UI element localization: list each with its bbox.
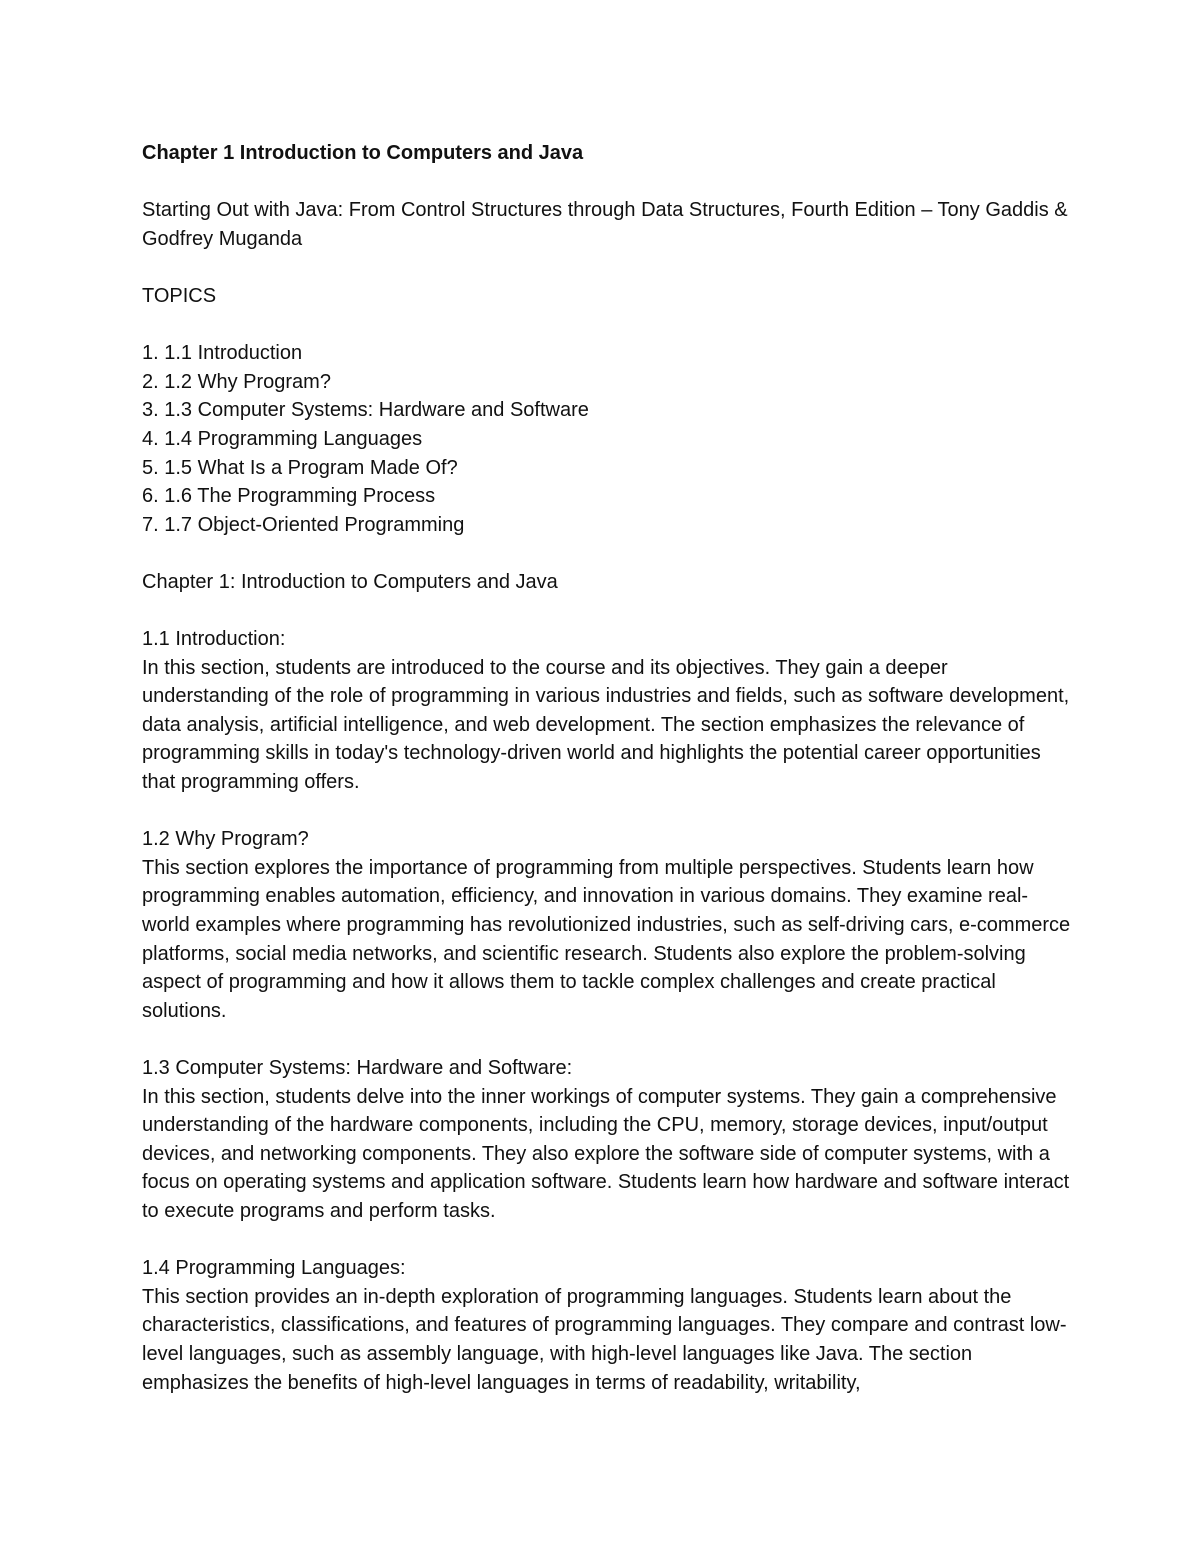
section-body: In this section, students delve into the inner workings of computer systems. They gain a comprehensive understanding of the hardware components, including the CPU, memory, storage devices, input/output devices, and networking components. They also explore the software side of computer systems, with a focus on operating systems and application software. Students learn how hardware and software interact to execute programs and perform tasks. — [142, 1085, 1070, 1222]
spacer — [142, 1226, 1072, 1255]
section-heading: 1.2 Why Program? — [142, 828, 309, 851]
spacer — [142, 253, 1072, 282]
section-body: This section explores the importance of programming from multiple perspectives. Students learn how programming enables automation, efficiency, and innovation in various domains. They examine real-world examples where programming has revolutionized industries, such as self-driving cars, e-commerce platforms, social media networks, and scientific research. Students also explore the problem-solving aspect of programming and how it allows them to tackle complex challenges and create practical solutions. — [142, 856, 1071, 1022]
topic-item: 7. 1.7 Object-Oriented Programming — [142, 513, 465, 536]
section-body: In this section, students are introduced to the course and its objectives. They gain a deeper understanding of the role of programming in various industries and fields, such as software development, data analysis, artificial intelligence, and web development. The section emphasizes the relevance of programming skills in today's technology-driven world and highlights the potential career opportunities that programming offers. — [142, 656, 1070, 794]
section-1-2 — [142, 825, 1072, 1025]
document-content — [142, 139, 1072, 1397]
topics-heading: TOPICS — [142, 284, 217, 307]
section-heading: 1.4 Programming Languages: — [142, 1257, 406, 1280]
spacer — [142, 597, 1072, 626]
chapter-heading: Chapter 1: Introduction to Computers and Java — [142, 570, 558, 593]
topic-item: 1. 1.1 Introduction — [142, 342, 303, 365]
section-heading: 1.1 Introduction: — [142, 628, 286, 651]
topics-list — [142, 339, 1072, 539]
topic-item: 3. 1.3 Computer Systems: Hardware and Software — [142, 399, 589, 422]
section-heading: 1.3 Computer Systems: Hardware and Software: — [142, 1057, 573, 1079]
section-1-4 — [142, 1254, 1072, 1397]
section-1-3 — [142, 1054, 1072, 1226]
chapter-title: Chapter 1 Introduction to Computers and Java — [142, 142, 584, 164]
section-1-1 — [142, 625, 1072, 797]
source-citation: Starting Out with Java: From Control Structures through Data Structures, Fourth Edition – Tony Gaddis & Godfrey Muganda — [142, 199, 1068, 250]
topic-item: 6. 1.6 The Programming Process — [142, 485, 436, 508]
topic-item: 5. 1.5 What Is a Program Made Of? — [142, 456, 458, 479]
spacer — [142, 168, 1072, 197]
spacer — [142, 539, 1072, 568]
spacer — [142, 797, 1072, 826]
section-body: This section provides an in-depth exploration of programming languages. Students learn about the characteristics, classifications, and features of programming languages. They compare and contrast low-level languages, such as assembly language, with high-level languages like Java. The section emphasizes the benefits of high-level languages in terms of readability, writability, — [142, 1285, 1067, 1394]
topic-item: 2. 1.2 Why Program? — [142, 370, 331, 393]
spacer — [142, 1025, 1072, 1054]
topic-item: 4. 1.4 Programming Languages — [142, 427, 423, 450]
spacer — [142, 311, 1072, 340]
